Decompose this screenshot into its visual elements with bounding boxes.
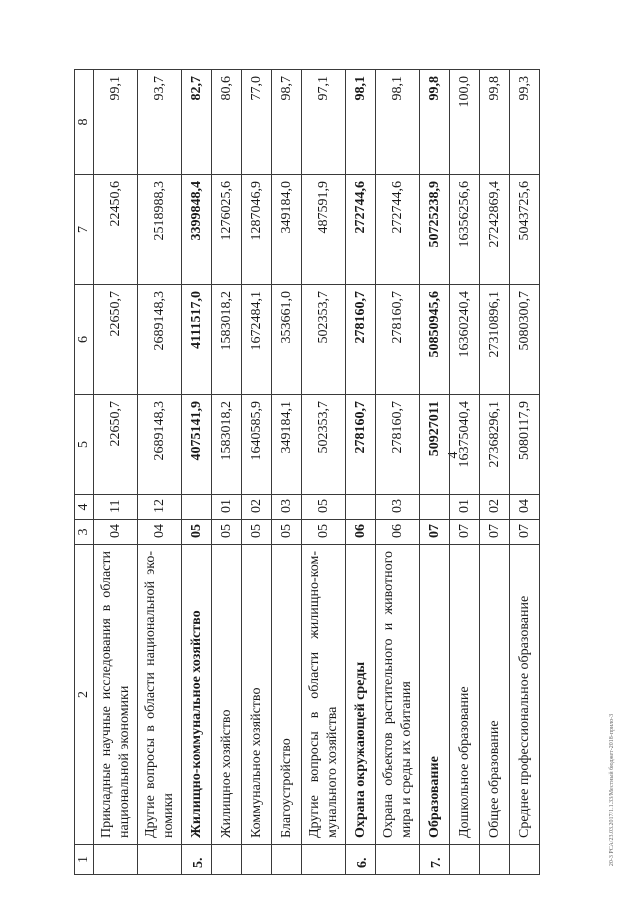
refined-amount: 16360240,4 bbox=[450, 285, 480, 395]
row-number: 5. bbox=[182, 845, 212, 875]
approved-amount: 1583018,2 bbox=[212, 395, 242, 495]
row-name: Прикладные научные исследования в области национальной экономики bbox=[94, 545, 138, 845]
approved-amount: 16375040,4 bbox=[450, 395, 480, 495]
table-row bbox=[94, 70, 138, 875]
execution-percent: 99,8 bbox=[480, 70, 510, 175]
approved-amount: 1640585,9 bbox=[242, 395, 272, 495]
column-number: 6 bbox=[75, 285, 94, 395]
refined-amount: 22650,7 bbox=[94, 285, 138, 395]
row-name: Дошкольное образование bbox=[450, 545, 480, 845]
table-row bbox=[302, 70, 346, 875]
section-code: 04 bbox=[94, 520, 138, 545]
executed-amount: 22450,6 bbox=[94, 175, 138, 285]
column-number: 1 bbox=[75, 845, 94, 875]
executed-amount: 2518988,3 bbox=[138, 175, 182, 285]
approved-amount: 2689148,3 bbox=[138, 395, 182, 495]
section-code: 05 bbox=[272, 520, 302, 545]
executed-amount: 1276025,6 bbox=[212, 175, 242, 285]
column-number: 3 bbox=[75, 520, 94, 545]
table-row bbox=[420, 70, 450, 875]
table-row bbox=[242, 70, 272, 875]
rotated-budget-table bbox=[74, 70, 599, 875]
footer-note: 20-3 РСА/23.03.2017/1.1.33/Местный бюджет-2018-прило-3 bbox=[609, 713, 615, 867]
column-number: 4 bbox=[75, 495, 94, 520]
refined-amount: 27310896,1 bbox=[480, 285, 510, 395]
column-number: 5 bbox=[75, 395, 94, 495]
section-code: 06 bbox=[376, 520, 420, 545]
row-number bbox=[212, 845, 242, 875]
section-code: 05 bbox=[242, 520, 272, 545]
table-row bbox=[346, 70, 376, 875]
execution-percent: 98,1 bbox=[376, 70, 420, 175]
subsection-code: 03 bbox=[376, 495, 420, 520]
approved-amount: 5080117,9 bbox=[510, 395, 540, 495]
approved-amount: 22650,7 bbox=[94, 395, 138, 495]
subsection-code: 01 bbox=[212, 495, 242, 520]
refined-amount: 5080300,7 bbox=[510, 285, 540, 395]
execution-percent: 98,1 bbox=[346, 70, 376, 175]
table-row bbox=[450, 70, 480, 875]
subsection-code: 01 bbox=[450, 495, 480, 520]
subsection-code bbox=[182, 495, 212, 520]
table-row bbox=[182, 70, 212, 875]
refined-amount: 353661,0 bbox=[272, 285, 302, 395]
refined-amount: 278160,7 bbox=[376, 285, 420, 395]
row-name: Охрана объектов растительного и животного мира и среды их обитания bbox=[376, 545, 420, 845]
row-number bbox=[480, 845, 510, 875]
section-code: 04 bbox=[138, 520, 182, 545]
execution-percent: 77,0 bbox=[242, 70, 272, 175]
approved-amount: 278160,7 bbox=[346, 395, 376, 495]
table-row bbox=[138, 70, 182, 875]
column-number-row bbox=[75, 70, 94, 875]
row-name: Охрана окружающей среды bbox=[346, 545, 376, 845]
execution-percent: 99,1 bbox=[94, 70, 138, 175]
section-code: 07 bbox=[450, 520, 480, 545]
approved-amount: 4075141,9 bbox=[182, 395, 212, 495]
table-row bbox=[480, 70, 510, 875]
execution-percent: 100,0 bbox=[450, 70, 480, 175]
subsection-code bbox=[420, 495, 450, 520]
row-number bbox=[450, 845, 480, 875]
execution-percent: 98,7 bbox=[272, 70, 302, 175]
executed-amount: 3399848,4 bbox=[182, 175, 212, 285]
execution-percent: 99,3 bbox=[510, 70, 540, 175]
execution-percent: 82,7 bbox=[182, 70, 212, 175]
refined-amount: 2689148,3 bbox=[138, 285, 182, 395]
subsection-code: 11 bbox=[94, 495, 138, 520]
approved-amount: 349184,1 bbox=[272, 395, 302, 495]
subsection-code: 03 bbox=[272, 495, 302, 520]
row-name: Другие вопросы в области национальной эко-номики bbox=[138, 545, 182, 845]
subsection-code: 04 bbox=[510, 495, 540, 520]
executed-amount: 487591,9 bbox=[302, 175, 346, 285]
row-name: Образование bbox=[420, 545, 450, 845]
executed-amount: 5043725,6 bbox=[510, 175, 540, 285]
section-code: 07 bbox=[420, 520, 450, 545]
row-name: Другие вопросы в области жилищно-ком-мунального хозяйства bbox=[302, 545, 346, 845]
section-code: 05 bbox=[182, 520, 212, 545]
section-code: 06 bbox=[346, 520, 376, 545]
refined-amount: 4111517,0 bbox=[182, 285, 212, 395]
row-number bbox=[376, 845, 420, 875]
section-code: 07 bbox=[510, 520, 540, 545]
row-name: Общее образование bbox=[480, 545, 510, 845]
subsection-code: 02 bbox=[480, 495, 510, 520]
execution-percent: 93,7 bbox=[138, 70, 182, 175]
approved-amount: 27368296,1 bbox=[480, 395, 510, 495]
refined-amount: 1583018,2 bbox=[212, 285, 242, 395]
row-number: 7. bbox=[420, 845, 450, 875]
column-number: 8 bbox=[75, 70, 94, 175]
row-number bbox=[510, 845, 540, 875]
page-number: 4 bbox=[446, 451, 461, 459]
budget-table bbox=[74, 69, 540, 875]
approved-amount: 278160,7 bbox=[376, 395, 420, 495]
refined-amount: 502353,7 bbox=[302, 285, 346, 395]
execution-percent: 80,6 bbox=[212, 70, 242, 175]
section-code: 05 bbox=[212, 520, 242, 545]
row-number: 6. bbox=[346, 845, 376, 875]
refined-amount: 50850945,6 bbox=[420, 285, 450, 395]
row-name: Коммунальное хозяйство bbox=[242, 545, 272, 845]
section-code: 07 bbox=[480, 520, 510, 545]
approved-amount: 50927011 bbox=[420, 395, 450, 495]
table-row bbox=[510, 70, 540, 875]
execution-percent: 99,8 bbox=[420, 70, 450, 175]
executed-amount: 50725238,9 bbox=[420, 175, 450, 285]
table-row bbox=[212, 70, 242, 875]
row-name: Среднее профессиональное образование bbox=[510, 545, 540, 845]
subsection-code bbox=[346, 495, 376, 520]
row-number bbox=[242, 845, 272, 875]
row-number bbox=[302, 845, 346, 875]
executed-amount: 27242869,4 bbox=[480, 175, 510, 285]
executed-amount: 349184,0 bbox=[272, 175, 302, 285]
row-name: Благоустройство bbox=[272, 545, 302, 845]
executed-amount: 272744,6 bbox=[346, 175, 376, 285]
executed-amount: 16356256,6 bbox=[450, 175, 480, 285]
subsection-code: 05 bbox=[302, 495, 346, 520]
table-row bbox=[376, 70, 420, 875]
table-body bbox=[94, 70, 540, 875]
subsection-code: 02 bbox=[242, 495, 272, 520]
execution-percent: 97,1 bbox=[302, 70, 346, 175]
row-number bbox=[272, 845, 302, 875]
column-number: 7 bbox=[75, 175, 94, 285]
subsection-code: 12 bbox=[138, 495, 182, 520]
row-name: Жилищно-коммунальное хозяйство bbox=[182, 545, 212, 845]
executed-amount: 272744,6 bbox=[376, 175, 420, 285]
approved-amount: 502353,7 bbox=[302, 395, 346, 495]
row-number bbox=[94, 845, 138, 875]
section-code: 05 bbox=[302, 520, 346, 545]
row-name: Жилищное хозяйство bbox=[212, 545, 242, 845]
column-number: 2 bbox=[75, 545, 94, 845]
refined-amount: 278160,7 bbox=[346, 285, 376, 395]
refined-amount: 1672484,1 bbox=[242, 285, 272, 395]
row-number bbox=[138, 845, 182, 875]
executed-amount: 1287046,9 bbox=[242, 175, 272, 285]
table-row bbox=[272, 70, 302, 875]
